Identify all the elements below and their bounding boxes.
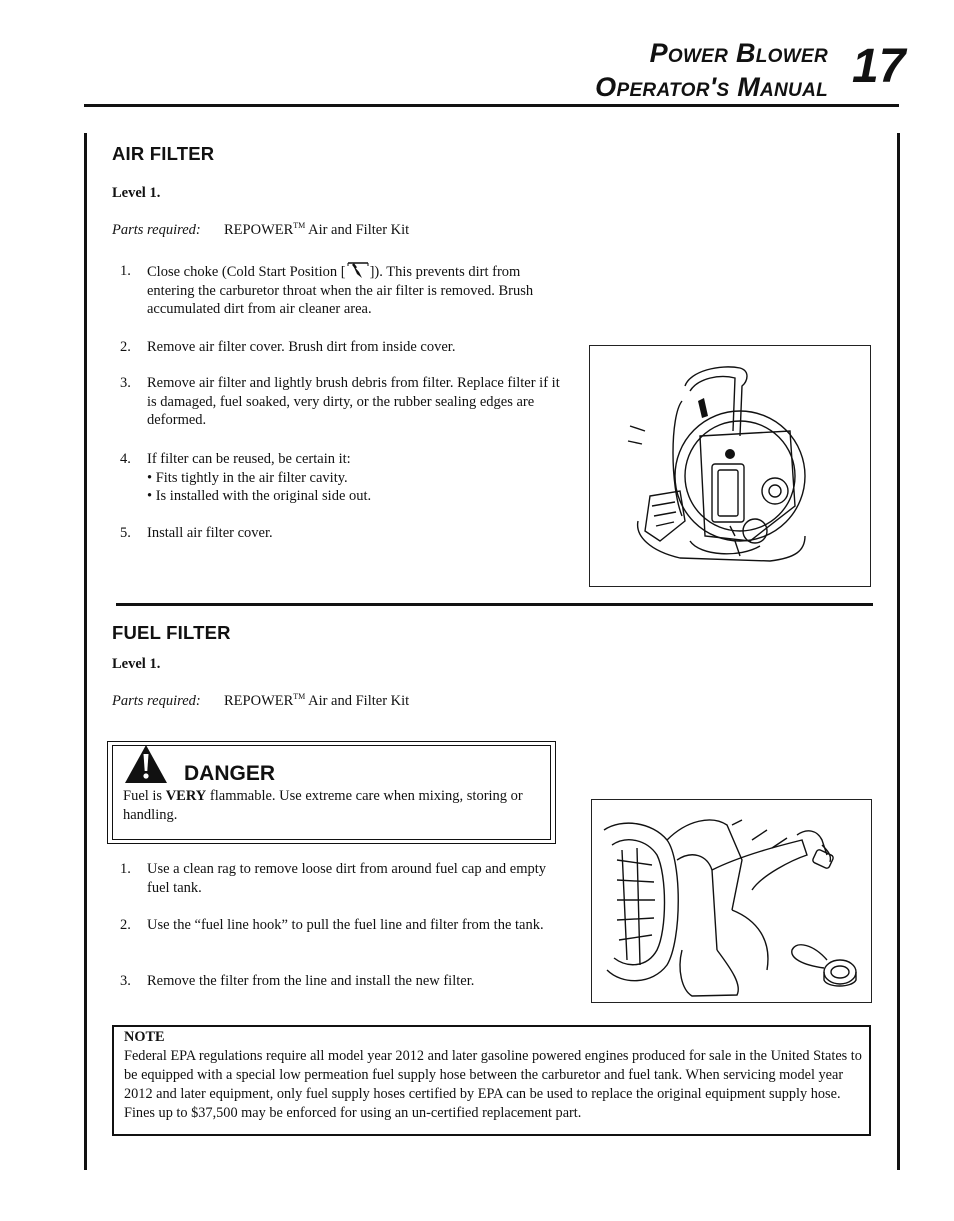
step-bullet-2: • Is installed with the original side out. xyxy=(147,488,372,504)
air-filter-illustration xyxy=(589,345,871,587)
parts-value-rest: Air and Filter Kit xyxy=(305,221,410,238)
air-step-2 xyxy=(112,338,562,357)
section-divider xyxy=(116,603,873,606)
manual-title-line1: Power Blower xyxy=(649,38,828,68)
air-step-5 xyxy=(112,524,562,543)
step-text: Remove air filter cover. Brush dirt from inside cover. xyxy=(147,339,456,355)
left-margin-rule xyxy=(84,133,87,1170)
danger-title: DANGER xyxy=(184,762,276,785)
air-filter-heading: AIR FILTER xyxy=(112,143,215,164)
step-text: Close choke (Cold Start Position [ xyxy=(147,264,346,280)
step-number: 1. xyxy=(120,861,131,877)
step-text: Remove air filter and lightly brush debris from filter. Replace filter if it is damaged, fuel soaked, very dirty, or the rubber sealing edges are deformed. xyxy=(147,375,560,428)
air-filter-parts xyxy=(112,221,409,239)
parts-value: REPOWER xyxy=(224,221,294,238)
page-number: 17 xyxy=(852,40,906,93)
step-text: Install air filter cover. xyxy=(147,525,273,541)
header-rule xyxy=(84,104,899,107)
step-text: If filter can be reused, be certain it: xyxy=(147,451,351,467)
danger-text-start: Fuel is xyxy=(123,788,166,804)
warning-triangle-icon xyxy=(124,744,168,789)
step-text: Use a clean rag to remove loose dirt from around fuel cap and empty fuel tank. xyxy=(147,861,547,896)
step-bullet-1: • Fits tightly in the air filter cavity. xyxy=(147,469,348,486)
air-step-3 xyxy=(112,374,562,430)
parts-value-rest: Air and Filter Kit xyxy=(305,692,410,709)
step-text: Use the “fuel line hook” to pull the fuel line and filter from the tank. xyxy=(147,917,544,933)
step-number: 4. xyxy=(120,451,131,467)
air-filter-level: Level 1. xyxy=(112,185,161,201)
fuel-filter-level: Level 1. xyxy=(112,656,161,672)
step-number: 3. xyxy=(120,973,131,989)
fuel-step-2 xyxy=(112,916,562,935)
step-text: Remove the filter from the line and install the new filter. xyxy=(147,973,475,989)
note-title: NOTE xyxy=(124,1029,165,1045)
blower-drawing xyxy=(590,346,870,586)
trademark: TM xyxy=(293,692,306,701)
fuel-filter-illustration xyxy=(591,799,872,1003)
step-number: 5. xyxy=(120,525,131,541)
fuel-step-1 xyxy=(112,860,562,897)
choke-cold-start-icon xyxy=(347,262,369,279)
note-text: Federal EPA regulations require all model year 2012 and later gasoline powered engines produced for sale in the United States to be equipped with a special low permeation fuel supply hose between the carburetor and fuel tank. When servicing model year 2012 and later equipment, only fuel supply hoses certified by EPA can be used to replace the original equipment supply hose. Fines up to $37,500 may be enforced for using an un-certified replacement part. xyxy=(124,1048,862,1121)
fuel-tank-drawing xyxy=(592,800,871,1002)
note-content xyxy=(124,1028,862,1123)
right-margin-rule xyxy=(897,133,900,1170)
parts-label: Parts required: xyxy=(112,692,201,709)
parts-label: Parts required: xyxy=(112,221,201,238)
step-number: 2. xyxy=(120,917,131,933)
step-text-cont: ]). This prevents dirt from entering the carburetor throat when the air filter is removed. Brush accumulated dirt from air cleaner area. xyxy=(147,264,534,317)
fuel-filter-parts xyxy=(112,692,409,710)
step-number: 1. xyxy=(120,263,131,279)
step-number: 3. xyxy=(120,375,131,391)
fuel-step-3 xyxy=(112,972,562,991)
step-number: 2. xyxy=(120,339,131,355)
air-step-1 xyxy=(112,262,562,319)
manual-title-line2: Operator's Manual xyxy=(595,72,828,102)
danger-text xyxy=(123,787,548,825)
manual-title xyxy=(595,36,828,104)
trademark: TM xyxy=(293,221,306,230)
danger-text-rest: flammable. Use extreme care when mixing, storing or handling. xyxy=(123,788,523,823)
parts-value: REPOWER xyxy=(224,692,294,709)
danger-text-emphasis: VERY xyxy=(165,788,207,804)
fuel-filter-heading: FUEL FILTER xyxy=(112,622,231,643)
air-step-4 xyxy=(112,450,562,506)
